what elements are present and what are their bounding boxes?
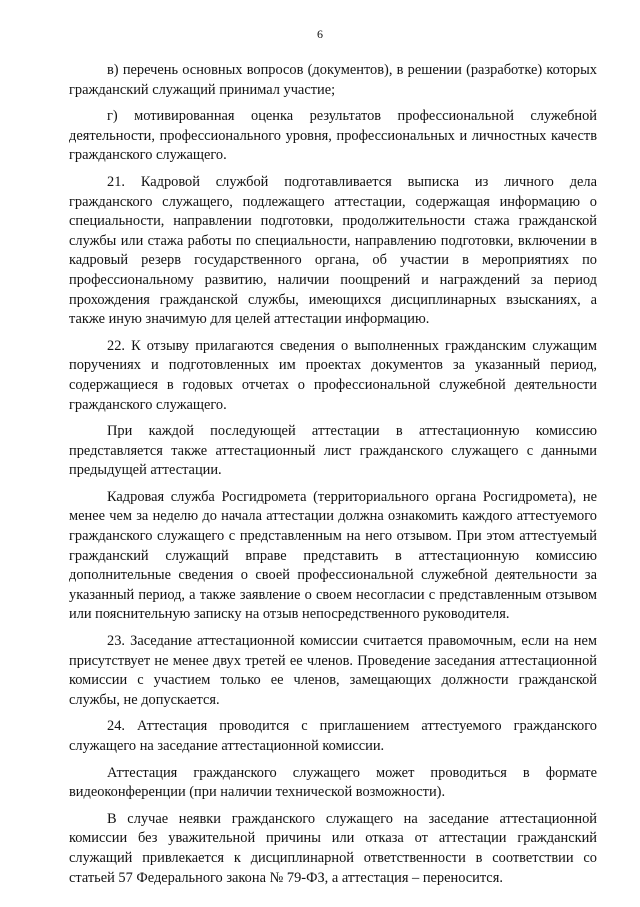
document-body xyxy=(69,61,597,895)
paragraph-item-g: г) мотивированная оценка результатов профессиональной служебной деятельности, профессионального уровня, профессиональных и личностных качеств гражданского служащего. xyxy=(69,108,597,164)
page-number: 6 xyxy=(317,27,323,41)
paragraph-22-hr-service: Кадровая служба Росгидромета (территориального органа Росгидромета), не менее чем за неделю до начала аттестации должна ознакомить каждого аттестуемого гражданского служащего с представленным на него отзывом. При этом аттестуемый гражданский служащий вправе представить в аттестационную комиссию дополнительные сведения о своей профессиональной служебной деятельности за указанный период, а также заявление о своем несогласии с представленным отзывом или пояснительную записку на отзыв непосредственного руководителя. xyxy=(69,488,597,623)
paragraph-24-videoconference: Аттестация гражданского служащего может проводиться в формате видеоконференции (при наличии технической возможности). xyxy=(69,764,597,801)
paragraph-item-v: в) перечень основных вопросов (документов), в решении (разработке) которых гражданский служащий принимал участие; xyxy=(69,62,597,98)
paragraph-24-absence: В случае неявки гражданского служащего на заседание аттестационной комиссии без уважительной причины или отказа от аттестации гражданский служащий привлекается к дисциплинарной ответственности в соответствии со статьей 57 Федерального закона № 79-ФЗ, а аттестация – переносится. xyxy=(69,810,597,886)
paragraph-24: 24. Аттестация проводится с приглашением аттестуемого гражданского служащего на заседание аттестационной комиссии. xyxy=(69,718,597,754)
paragraph-22-subsequent-attestation: При каждой последующей аттестации в аттестационную комиссию представляется также аттестационный лист гражданского служащего с данными предыдущей аттестации. xyxy=(69,423,597,479)
paragraph-21: 21. Кадровой службой подготавливается выписка из личного дела гражданского служащего, подлежащего аттестации, содержащая информацию о специальности, направлении подготовки, продолжительности стажа гражданской службы или стажа работы по специальности, направлению подготовки, включении в кадровый резерв государственного органа, об участии в мероприятиях по профессиональному развитию, наличии поощрений и награждений за период прохождения гражданской службы, имеющихся дисциплинарных взысканиях, а также иную значимую для целей аттестации информацию. xyxy=(69,173,597,328)
paragraph-23: 23. Заседание аттестационной комиссии считается правомочным, если на нем присутствует не менее двух третей ее членов. Проведение заседания аттестационной комиссии с участием только ее членов, замещающих должности гражданской службы, не допускается. xyxy=(69,633,597,708)
paragraph-22: 22. К отзыву прилагаются сведения о выполненных гражданским служащим поручениях и подготовленных им проектах документов за указанный период, содержащиеся в годовых отчетах о профессиональной служебной деятельности гражданского служащего. xyxy=(69,337,597,413)
